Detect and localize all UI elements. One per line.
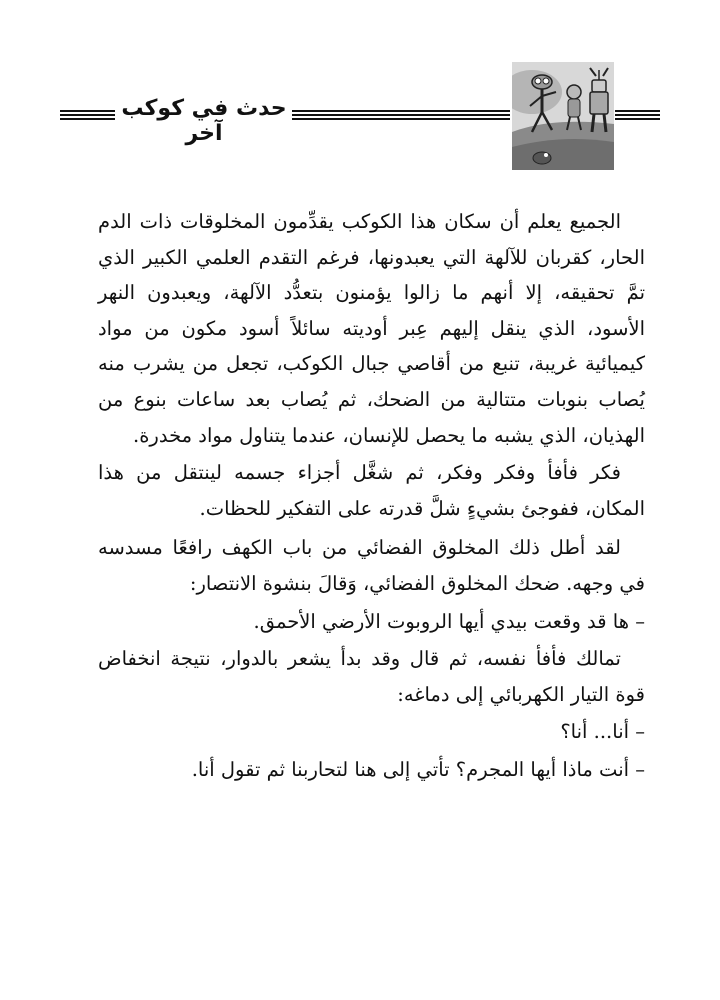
- story-text: [98, 204, 645, 788]
- decorative-rule-left: [60, 110, 115, 120]
- dialogue-line: – ها قد وقعت بيدي أيها الروبوت الأرضي الأحمق.: [253, 609, 645, 633]
- decorative-rule-right: [615, 110, 660, 120]
- chapter-title: حدث في كوكب آخر: [121, 96, 287, 146]
- paragraph: تمالك فأفأ نفسه، ثم قال وقد بدأ يشعر بالدوار، نتيجة انخفاض قوة التيار الكهربائي إلى دماغه:: [98, 647, 645, 706]
- paragraph: فكر فأفأ وفكر وفكر، ثم شغَّل أجزاء جسمه لينتقل من هذا المكان، ففوجئ بشيءٍ شلَّ قدرته على التفكير للحظات.: [98, 461, 645, 520]
- paragraph: لقد أطل ذلك المخلوق الفضائي من باب الكهف رافعًا مسدسه في وجهه. ضحك المخلوق الفضائي، وَقالَ بنشوة الانتصار:: [98, 536, 645, 595]
- decorative-rule-middle: [292, 110, 510, 120]
- dialogue-line: – أنا... أنا؟: [560, 720, 645, 744]
- dialogue-line: – أنت ماذا أيها المجرم؟ تأتي إلى هنا لتحاربنا ثم تقول أنا.: [191, 757, 645, 781]
- paragraph: الجميع يعلم أن سكان هذا الكوكب يقدِّمون المخلوقات ذات الدم الحار، كقربان للآلهة التي يعبدونها، فرغم التقدم العلمي الكبير الذي تمَّ تحقيقه، إلا أنهم ما زالوا يؤمنون بتعدُّد الآلهة، ويعبدون النهر الأسود، الذي ينقل إليهم عِبر أوديته سائلاً أسود مكون من مواد كيميائية غريبة، تنبع من أقاصي جبال الكوكب، تجعل من يشرب منه يُصاب بنوبات متتالية من الضحك، ثم يُصاب بعد ساعات بنوع من الهذيان، الذي يشبه ما يحصل للإنسان، عندما يتناول مواد مخدرة.: [98, 210, 645, 447]
- page-header: [0, 0, 720, 175]
- cartoon-aliens-robot-illustration: [512, 62, 614, 170]
